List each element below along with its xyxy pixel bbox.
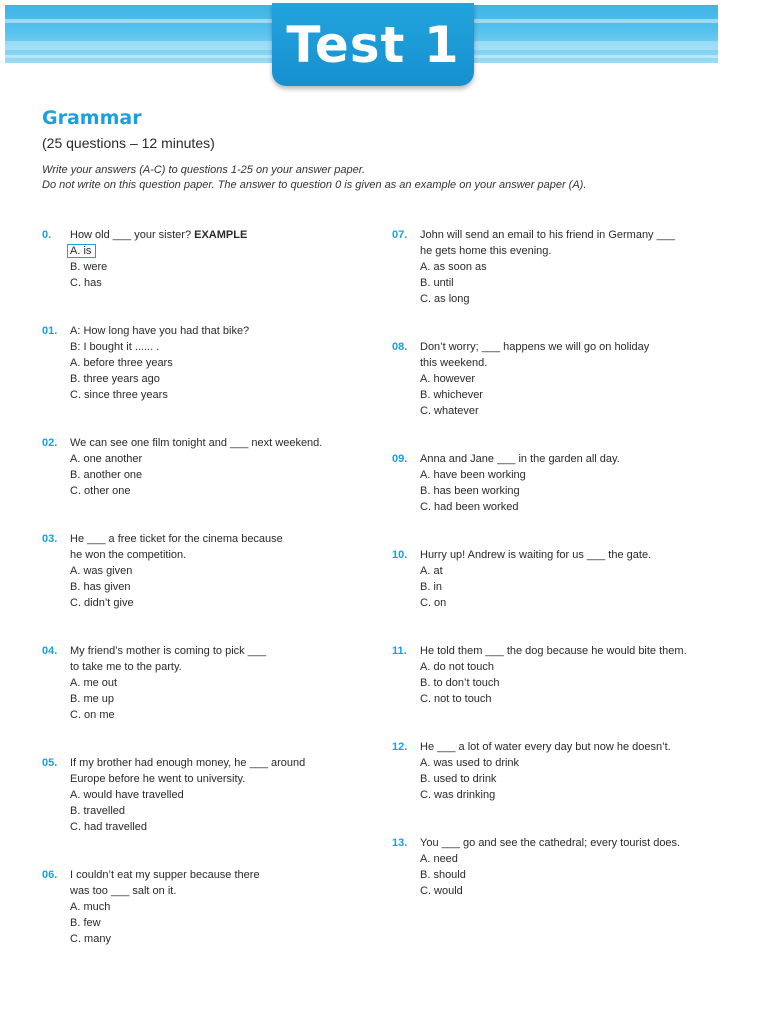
question-text xyxy=(70,435,372,451)
answer-option xyxy=(70,707,372,723)
answer-option-label: B. should xyxy=(420,869,466,881)
instructions xyxy=(42,163,732,193)
answer-option xyxy=(70,579,372,595)
answer-option-label: B. used to drink xyxy=(420,773,497,785)
answer-option-label: A. me out xyxy=(70,677,118,689)
question-text-line: to take me to the party. xyxy=(70,661,182,673)
answer-option-label: C. whatever xyxy=(420,405,479,417)
answer-option-label: A. as soon as xyxy=(420,261,487,273)
question-text xyxy=(70,883,372,899)
answer-option xyxy=(70,259,372,275)
question-item xyxy=(42,323,372,403)
question-number: 01. xyxy=(42,325,58,337)
answer-option-label: B. were xyxy=(70,261,108,273)
question-number: 10. xyxy=(392,549,408,561)
question-text-line: If my brother had enough money, he ___ around xyxy=(70,757,306,769)
instruction-line: Do not write on this question paper. The answer to question 0 is given as an example on your answer paper (A). xyxy=(42,179,587,191)
question-text xyxy=(70,323,372,339)
question-number: 05. xyxy=(42,757,58,769)
question-text-line: He ___ a free ticket for the cinema because xyxy=(70,533,283,545)
question-text-line: He told them ___ the dog because he would bite them. xyxy=(420,645,687,657)
question-text-line: My friend’s mother is coming to pick ___ xyxy=(70,645,267,657)
answer-option-label: C. many xyxy=(70,933,111,945)
answer-option xyxy=(420,851,732,867)
question-text xyxy=(420,339,732,355)
question-text xyxy=(70,867,372,883)
answer-option xyxy=(70,899,372,915)
answer-option-label: B. whichever xyxy=(420,389,483,401)
answer-option xyxy=(420,883,732,899)
answer-option-label: A. is xyxy=(67,244,96,258)
answer-option-label: C. had travelled xyxy=(70,821,148,833)
answer-option xyxy=(420,371,732,387)
question-text-line: Anna and Jane ___ in the garden all day. xyxy=(420,453,620,465)
question-item xyxy=(392,643,732,707)
answer-option-label: C. had been worked xyxy=(420,501,519,513)
answer-option xyxy=(70,931,372,947)
answer-option-label: C. was drinking xyxy=(420,789,496,801)
question-text-line: He ___ a lot of water every day but now he doesn’t. xyxy=(420,741,671,753)
answer-option xyxy=(70,691,372,707)
instruction-line: Write your answers (A-C) to questions 1-25 on your answer paper. xyxy=(42,164,366,176)
answer-option-label: A. was given xyxy=(70,565,133,577)
answer-option xyxy=(420,691,732,707)
answer-option-label: B. until xyxy=(420,277,454,289)
question-text-line: How old ___ your sister? xyxy=(70,229,195,241)
answer-option-label: B. has given xyxy=(70,581,131,593)
answer-option-label: C. other one xyxy=(70,485,131,497)
answer-option-label: A. however xyxy=(420,373,476,385)
question-text-line: I couldn’t eat my supper because there xyxy=(70,869,260,881)
answer-option-label: B. travelled xyxy=(70,805,126,817)
question-text-line: he gets home this evening. xyxy=(420,245,552,257)
answer-option-label: C. on xyxy=(420,597,447,609)
answer-option xyxy=(420,675,732,691)
answer-option xyxy=(70,595,372,611)
answer-option xyxy=(70,819,372,835)
question-text-line: he won the competition. xyxy=(70,549,187,561)
answer-option xyxy=(420,595,732,611)
answer-option-label: C. since three years xyxy=(70,389,168,401)
question-text-line: We can see one film tonight and ___ next weekend. xyxy=(70,437,323,449)
question-text xyxy=(70,755,372,771)
question-text xyxy=(420,355,732,371)
question-item xyxy=(42,867,372,947)
question-number: 02. xyxy=(42,437,58,449)
question-item xyxy=(392,739,732,803)
answer-option-label: B. has been working xyxy=(420,485,520,497)
answer-option xyxy=(70,675,372,691)
question-text-line: B: I bought it ...... . xyxy=(70,341,160,353)
question-number: 03. xyxy=(42,533,58,545)
answer-option-label: C. as long xyxy=(420,293,470,305)
answer-option xyxy=(70,787,372,803)
question-item xyxy=(42,531,372,611)
answer-option-label: A. at xyxy=(420,565,443,577)
answer-option-label: C. not to touch xyxy=(420,693,492,705)
example-tag: EXAMPLE xyxy=(194,229,248,241)
answer-option-label: A. before three years xyxy=(70,357,173,369)
answer-option xyxy=(420,563,732,579)
question-text xyxy=(420,243,732,259)
answer-option xyxy=(420,291,732,307)
question-text xyxy=(70,339,372,355)
answer-option xyxy=(70,563,372,579)
question-item xyxy=(392,835,732,899)
question-item xyxy=(42,643,372,723)
answer-option xyxy=(420,771,732,787)
answer-option-label: B. in xyxy=(420,581,443,593)
answer-option-label: C. didn’t give xyxy=(70,597,134,609)
section-title: Grammar xyxy=(42,107,142,129)
answer-option xyxy=(420,499,732,515)
answer-option xyxy=(420,275,732,291)
question-text-line: You ___ go and see the cathedral; every tourist does. xyxy=(420,837,681,849)
question-text xyxy=(70,547,372,563)
question-text-line: was too ___ salt on it. xyxy=(70,885,177,897)
question-text xyxy=(420,547,732,563)
question-number: 13. xyxy=(392,837,408,849)
question-item xyxy=(392,547,732,611)
answer-option-label: B. three years ago xyxy=(70,373,160,385)
answer-option xyxy=(70,371,372,387)
question-number: 08. xyxy=(392,341,408,353)
question-text-line: this weekend. xyxy=(420,357,488,369)
question-item xyxy=(392,227,732,307)
question-text xyxy=(420,643,732,659)
answer-option xyxy=(70,915,372,931)
question-item xyxy=(42,435,372,499)
question-item xyxy=(42,755,372,835)
answer-option xyxy=(420,579,732,595)
section-subtitle: (25 questions – 12 minutes) xyxy=(42,135,215,151)
answer-option-label: A. need xyxy=(420,853,458,865)
question-text xyxy=(420,227,732,243)
answer-option xyxy=(420,259,732,275)
answer-option-label: A. was used to drink xyxy=(420,757,520,769)
answer-option xyxy=(420,659,732,675)
answer-option-label: A. do not touch xyxy=(420,661,494,673)
question-text-line: Europe before he went to university. xyxy=(70,773,246,785)
question-text-line: John will send an email to his friend in Germany ___ xyxy=(420,229,675,241)
answer-option xyxy=(420,387,732,403)
answer-option-label: A. much xyxy=(70,901,111,913)
question-number: 0. xyxy=(42,229,52,241)
question-item xyxy=(392,339,732,419)
answer-option-label: C. would xyxy=(420,885,463,897)
question-number: 11. xyxy=(392,645,407,657)
answer-option xyxy=(70,467,372,483)
answer-option xyxy=(70,355,372,371)
question-text xyxy=(70,659,372,675)
answer-option-label: B. another one xyxy=(70,469,143,481)
answer-option-label: B. me up xyxy=(70,693,115,705)
answer-option xyxy=(420,403,732,419)
answer-option xyxy=(70,387,372,403)
answer-option xyxy=(420,755,732,771)
answer-option xyxy=(70,803,372,819)
answer-option xyxy=(70,451,372,467)
question-text xyxy=(70,643,372,659)
answer-option-label: B. few xyxy=(70,917,101,929)
question-text xyxy=(70,531,372,547)
answer-option xyxy=(70,275,372,291)
question-text-line: A: How long have you had that bike? xyxy=(70,325,250,337)
question-item xyxy=(392,451,732,515)
answer-option xyxy=(420,867,732,883)
question-text xyxy=(70,227,372,243)
answer-option-label: C. on me xyxy=(70,709,115,721)
answer-option xyxy=(420,787,732,803)
question-number: 06. xyxy=(42,869,58,881)
answer-option-label: C. has xyxy=(70,277,102,289)
answer-option xyxy=(70,483,372,499)
question-text-line: Don’t worry; ___ happens we will go on holiday xyxy=(420,341,650,353)
question-text xyxy=(420,835,732,851)
answer-option-label: A. would have travelled xyxy=(70,789,184,801)
question-text xyxy=(420,739,732,755)
question-text xyxy=(70,771,372,787)
question-number: 07. xyxy=(392,229,408,241)
answer-option-label: B. to don’t touch xyxy=(420,677,500,689)
question-item xyxy=(42,227,372,291)
test-title: Test 1 xyxy=(272,3,474,86)
question-text-line: Hurry up! Andrew is waiting for us ___ the gate. xyxy=(420,549,652,561)
question-text xyxy=(420,451,732,467)
answer-option-label: A. have been working xyxy=(420,469,526,481)
answer-option xyxy=(420,483,732,499)
answer-option xyxy=(420,467,732,483)
question-number: 04. xyxy=(42,645,58,657)
answer-option-label: A. one another xyxy=(70,453,143,465)
question-number: 09. xyxy=(392,453,408,465)
question-number: 12. xyxy=(392,741,408,753)
answer-option xyxy=(70,243,372,259)
